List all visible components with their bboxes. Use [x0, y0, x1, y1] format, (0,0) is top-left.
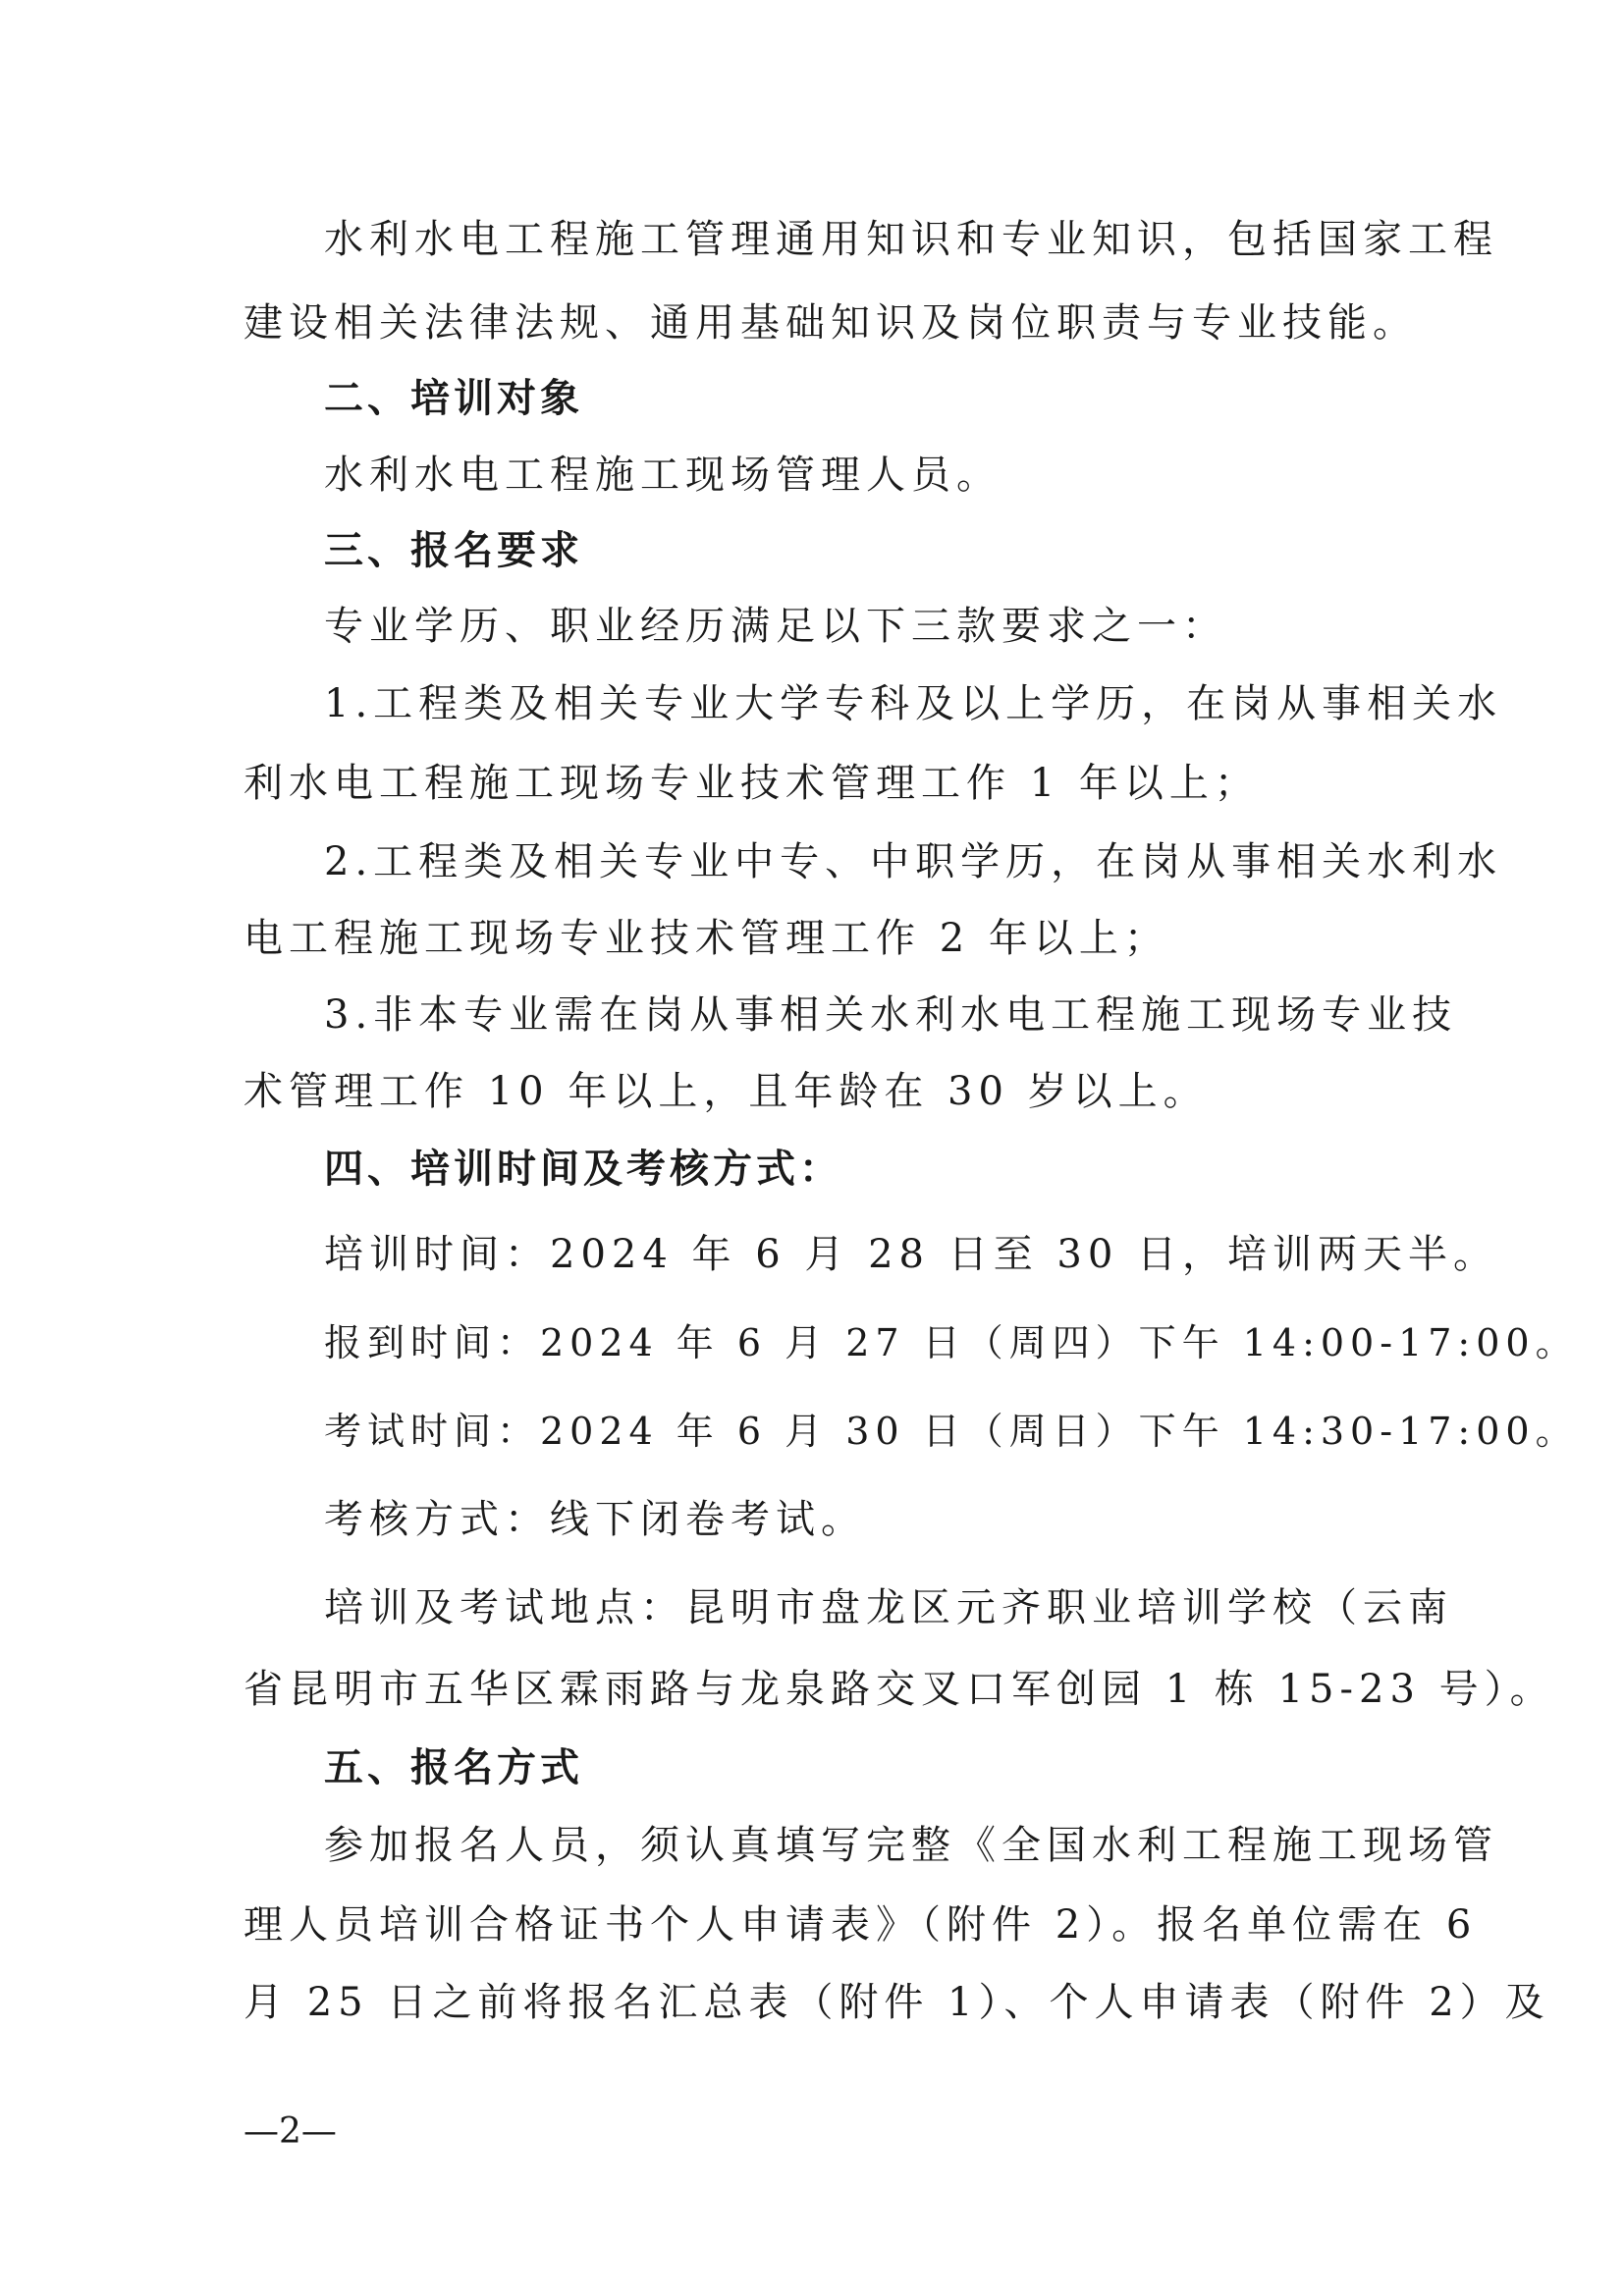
body-line: 2.工程类及相关专业中专、中职学历，在岗从事相关水利水: [324, 839, 1503, 884]
body-line: 理人员培训合格证书个人申请表》（附件 2）。报名单位需在 6: [244, 1902, 1478, 1948]
body-line: 参加报名人员，须认真填写完整《全国水利工程施工现场管: [324, 1823, 1498, 1868]
body-line: 术管理工作 10 年以上，且年龄在 30 岁以上。: [244, 1069, 1209, 1114]
body-line: 培训时间：2024 年 6 月 28 日至 30 日，培训两天半。: [324, 1232, 1499, 1277]
body-line: 1.工程类及相关专业大学专科及以上学历，在岗从事相关水: [324, 681, 1503, 726]
section-heading: 四、培训时间及考核方式：: [324, 1147, 842, 1192]
body-line: 建设相关法律法规、通用基础知识及岗位职责与专业技能。: [244, 300, 1418, 346]
body-line: 报到时间：2024 年 6 月 27 日（周四）下午 14:00-17:00。: [324, 1321, 1579, 1364]
body-line: 考试时间：2024 年 6 月 30 日（周日）下午 14:30-17:00。: [324, 1410, 1579, 1453]
body-line: 水利水电工程施工现场管理人员。: [324, 453, 1001, 498]
body-line: 考核方式：线下闭卷考试。: [324, 1497, 866, 1542]
page-number: —2—: [244, 2111, 337, 2152]
body-line: 专业学历、职业经历满足以下三款要求之一：: [324, 604, 1227, 649]
body-line: 3.非本专业需在岗从事相关水利水电工程施工现场专业技: [324, 992, 1458, 1038]
body-line: 水利水电工程施工管理通用知识和专业知识，包括国家工程: [324, 217, 1498, 262]
body-line: 电工程施工现场专业技术管理工作 2 年以上；: [244, 916, 1169, 961]
section-heading: 五、报名方式: [324, 1745, 583, 1790]
body-line: 利水电工程施工现场专业技术管理工作 1 年以上；: [244, 761, 1260, 806]
body-line: 省昆明市五华区霖雨路与龙泉路交叉口军创园 1 栋 15-23 号）。: [244, 1667, 1555, 1712]
section-heading: 三、报名要求: [324, 528, 583, 573]
section-heading: 二、培训对象: [324, 376, 583, 421]
body-line: 培训及考试地点：昆明市盘龙区元齐职业培训学校（云南: [324, 1585, 1453, 1630]
body-line: 月 25 日之前将报名汇总表（附件 1）、个人申请表（附件 2）及: [244, 1980, 1550, 2025]
